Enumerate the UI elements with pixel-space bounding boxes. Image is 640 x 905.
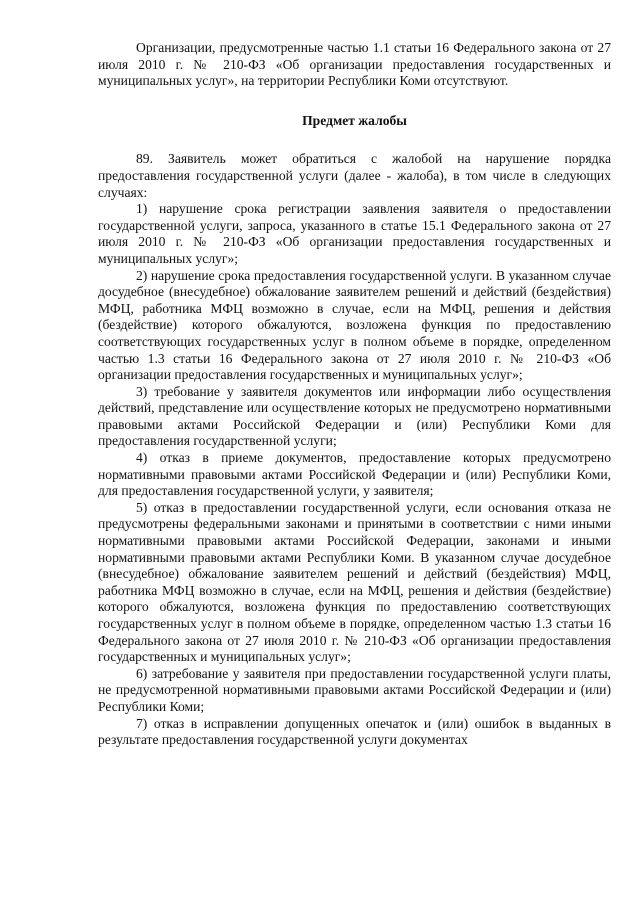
paragraph-item-1: 1) нарушение срока регистрации заявления заявителя о предоставлении государственной услуги, запроса, указанного в статье 15.1 Федерального закона от 27 июля 2010 г. № 210-ФЗ «Об организации предоставления государственных и муниципальных услуг»; — [98, 201, 611, 266]
document-page — [98, 40, 611, 749]
paragraph-item-7: 7) отказ в исправлении допущенных опечаток и (или) ошибок в выданных в результате предоставления государственной услуги документах — [98, 715, 611, 748]
paragraph-item-4: 4) отказ в приеме документов, предоставление которых предусмотрено нормативными правовыми актами Российской Федерации и (или) Республики Коми, для предоставления государственной услуги, у заявителя; — [98, 450, 611, 499]
intro-paragraph: Организации, предусмотренные частью 1.1 статьи 16 Федерального закона от 27 июля 2010 г. № 210-ФЗ «Об организации предоставления государственных и муниципальных услуг», на территории Республики Коми отсутствуют. — [98, 40, 611, 89]
paragraph-item-5: 5) отказ в предоставлении государственной услуги, если основания отказа не предусмотрены федеральными законами и принятыми в соответствии с ними иными нормативными правовыми актами Российской Федерации, законами и иными нормативными правовыми актами Республики Коми. В указанном случае досудебное (внесудебное) обжалование заявителем решений и действий (бездействия) МФЦ, работника МФЦ возможно в случае, если на МФЦ, решения и действия (бездействие) которого обжалуются, возложена функция по предоставлению соответствующих государственных услуг в полном объеме в порядке, определенном частью 1.3 статьи 16 Федерального закона от 27 июля 2010 г. № 210-ФЗ «Об организации предоставления государственных и муниципальных услуг»; — [98, 499, 611, 665]
section-heading: Предмет жалобы — [302, 112, 407, 128]
paragraph-item-6: 6) затребование у заявителя при предоставлении государственной услуги платы, не предусмотренной нормативными правовыми актами Российской Федерации и (или) Республики Коми; — [98, 665, 611, 714]
paragraph-89: 89. Заявитель может обратиться с жалобой на нарушение порядка предоставления государственной услуги (далее - жалоба), в том числе в следующих случаях: — [98, 151, 611, 200]
paragraph-item-3: 3) требование у заявителя документов или информации либо осуществления действий, представление или осуществление которых не предусмотрено нормативными правовыми актами Российской Федерации и (или) Республики Коми для предоставления государственной услуги; — [98, 383, 611, 449]
paragraph-item-2: 2) нарушение срока предоставления государственной услуги. В указанном случае досудебное (внесудебное) обжалование заявителем решений и действий (бездействия) МФЦ, работника МФЦ возможно в случае, если на МФЦ, решения и действия (бездействие) которого обжалуются, возложена функция по предоставлению соответствующих государственных услуг в полном объеме в порядке, определенном частью 1.3 статьи 16 Федерального закона от 27 июля 2010 г. № 210-ФЗ «Об организации предоставления государственных и муниципальных услуг»; — [98, 267, 611, 383]
